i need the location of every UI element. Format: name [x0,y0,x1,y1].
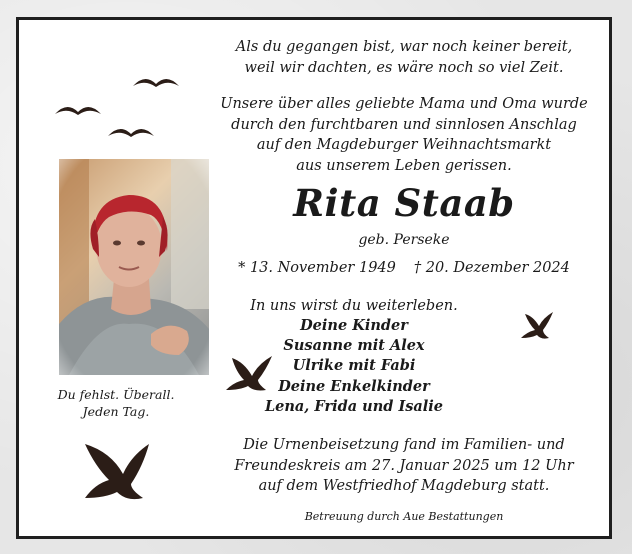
funeral-line: auf dem Westfriedhof Magdeburg statt. [258,478,550,494]
announcement-text [194,94,614,176]
funeral-line: Freundeskreis am 27. Januar 2025 um 12 Uhr [234,457,574,474]
intro-line: Als du gegangen bist, war noch keiner bereit, [235,39,573,55]
portrait-illustration [59,159,209,375]
deceased-name: Rita Staab [293,181,515,225]
mourner-line: Deine Kinder [300,317,408,334]
mourner-line: Deine Enkelkinder [278,377,430,395]
dove-icon [81,440,151,504]
photo-caption [41,386,191,420]
announcement-line: durch den furchtbaren und sinnlosen Anschlag [231,116,577,133]
life-dates [194,258,614,278]
mourners-intro: In uns wirst du weiterleben. [250,298,458,314]
dove-icon [224,354,274,394]
announcement-line: auf den Magdeburger Weihnachtsmarkt [256,137,552,153]
mourner-line: Lena, Frida und Isalie [264,397,444,415]
birth-date: * 13. November 1949 [238,260,396,276]
obituary-card [16,17,612,539]
undertaker-note: Betreuung durch Aue Bestattungen [304,510,504,523]
caption-line: Jeden Tag. [82,404,150,419]
intro-verse [194,37,614,79]
mourner-line: Susanne mit Alex [283,337,425,355]
seagull-icon [131,74,181,90]
portrait-photo [59,159,209,375]
announcement-line: aus unserem Leben gerissen. [296,157,512,174]
funeral-line: Die Urnenbeisetzung fand im Familien- und [243,437,565,453]
maiden-name: geb. Perseke [358,232,450,248]
seagull-icon [53,102,103,118]
intro-line: weil wir dachten, es wäre noch so viel Zeit. [244,60,564,76]
funeral-notice [194,435,614,497]
death-date: † 20. Dezember 2024 [413,260,570,276]
mourner-line: Ulrike mit Fabi [292,357,416,375]
announcement-line: Unsere über alles geliebte Mama und Oma wurde [220,96,588,112]
seagull-icon [106,124,156,140]
dove-icon [519,310,555,342]
caption-line: Du fehlst. Überall. [57,387,175,402]
